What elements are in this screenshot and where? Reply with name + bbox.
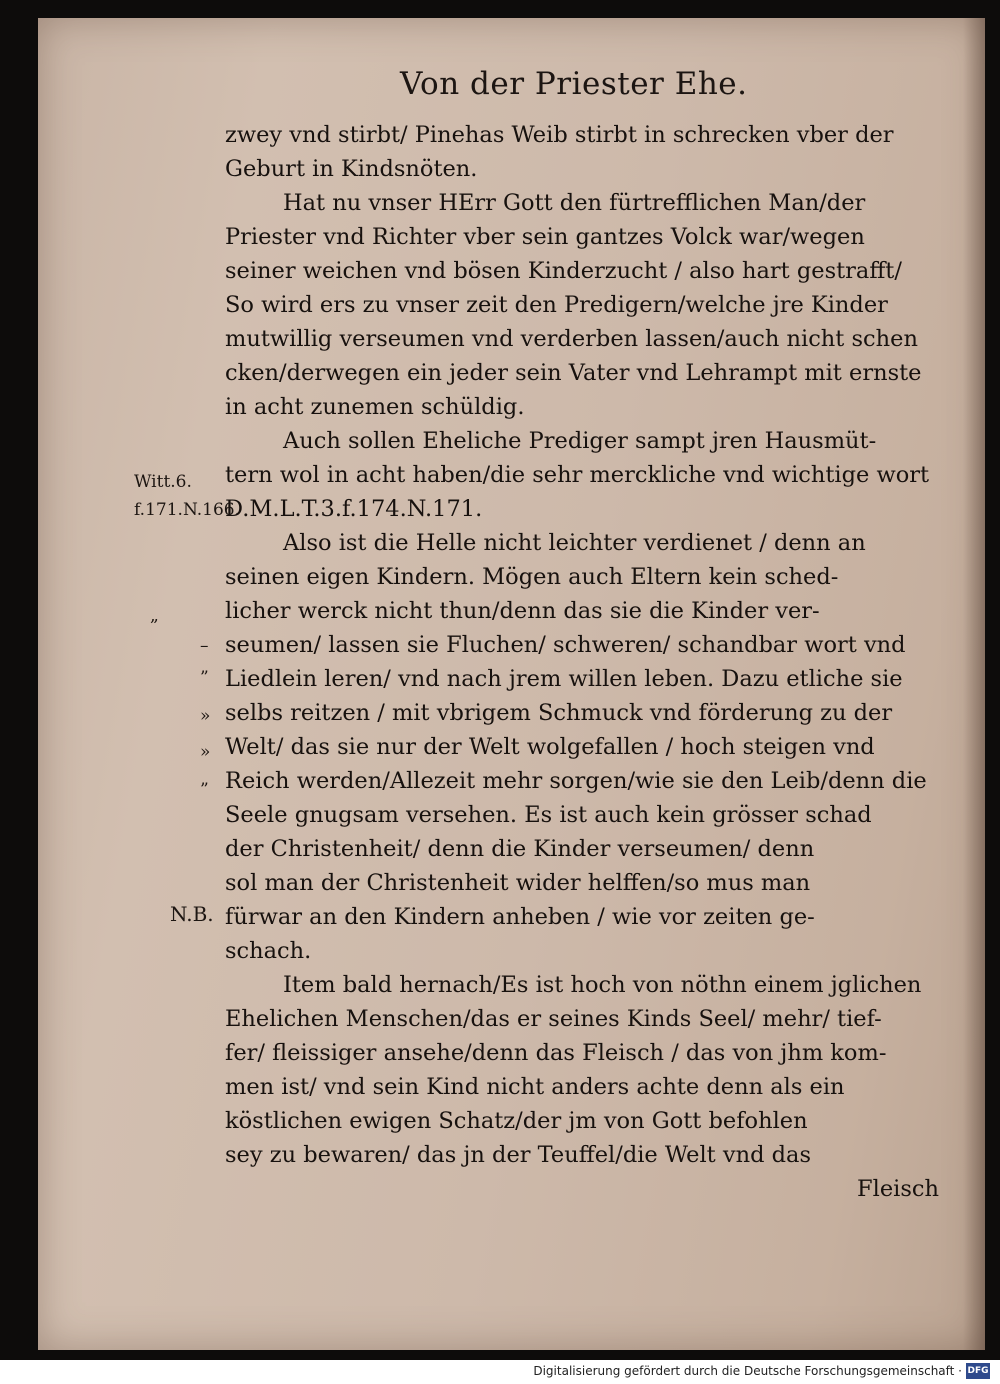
funding-credit: Digitalisierung gefördert durch die Deutsche Forschungsgemeinschaft · xyxy=(533,1364,962,1378)
text-line: D.M.L.T.3.f.174.N.171. xyxy=(225,496,483,522)
text-line: sey zu bewaren/ das jn der Teuffel/die Welt vnd das xyxy=(225,1142,811,1168)
text-line: selbs reitzen / mit vbrigem Schmuck vnd förderung zu der xyxy=(225,700,893,726)
dfg-logo: DFG xyxy=(966,1363,990,1379)
text-line: seinen eigen Kindern. Mögen auch Eltern kein sched- xyxy=(225,564,839,590)
quotation-mark: – xyxy=(200,636,209,656)
text-line: Also ist die Helle nicht leichter verdienet / denn an xyxy=(283,530,866,556)
margin-note-reference: Witt.6. xyxy=(134,472,192,492)
text-line: Auch sollen Eheliche Prediger sampt jren Hausmüt- xyxy=(283,428,877,454)
text-line: köstlichen ewigen Schatz/der jm von Gott befohlen xyxy=(225,1108,808,1134)
text-line: in acht zunemen schüldig. xyxy=(225,394,525,420)
text-line: Welt/ das sie nur der Welt wolgefallen / hoch steigen vnd xyxy=(225,734,875,760)
margin-note-reference: f.171.N.166. xyxy=(134,500,240,520)
text-line: fürwar an den Kindern anheben / wie vor zeiten ge- xyxy=(225,904,815,930)
text-line: cken/derwegen ein jeder sein Vater vnd Lehrampt mit ernste xyxy=(225,360,922,386)
text-line: seiner weichen vnd bösen Kinderzucht / also hart gestrafft/ xyxy=(225,258,902,284)
text-line: schach. xyxy=(225,938,312,964)
text-line: Ehelichen Menschen/das er seines Kinds Seel/ mehr/ tief- xyxy=(225,1006,882,1032)
text-block xyxy=(225,118,947,1206)
text-line: der Christenheit/ denn die Kinder verseumen/ denn xyxy=(225,836,815,862)
text-line: fer/ fleissiger ansehe/denn das Fleisch / das von jhm kom- xyxy=(225,1040,887,1066)
quotation-mark: „ xyxy=(150,606,159,626)
text-line: licher werck nicht thun/denn das sie die Kinder ver- xyxy=(225,598,820,624)
quotation-mark: ” xyxy=(200,668,209,688)
text-line: Seele gnugsam versehen. Es ist auch kein grösser schad xyxy=(225,802,872,828)
text-line: zwey vnd stirbt/ Pinehas Weib stirbt in schrecken vber der xyxy=(225,122,894,148)
margin-note-nota-bene: N.B. xyxy=(170,902,214,926)
text-line: mutwillig verseumen vnd verderben lassen/auch nicht schen xyxy=(225,326,918,352)
text-line: Item bald hernach/Es ist hoch von nöthn einem jglichen xyxy=(283,972,922,998)
running-head: Von der Priester Ehe. xyxy=(400,66,748,102)
text-line: sol man der Christenheit wider helffen/so mus man xyxy=(225,870,811,896)
text-line: Liedlein leren/ vnd nach jrem willen leben. Dazu etliche sie xyxy=(225,666,903,692)
text-line: seumen/ lassen sie Fluchen/ schweren/ schandbar wort vnd xyxy=(225,632,906,658)
quotation-mark: » xyxy=(200,742,211,762)
text-line: Priester vnd Richter vber sein gantzes Volck war/wegen xyxy=(225,224,865,250)
catchword: Fleisch xyxy=(857,1176,939,1202)
text-line: men ist/ vnd sein Kind nicht anders achte denn als ein xyxy=(225,1074,845,1100)
text-line: tern wol in acht haben/die sehr merckliche vnd wichtige wort xyxy=(225,462,930,488)
quotation-mark: ” xyxy=(200,780,209,800)
text-line: Reich werden/Allezeit mehr sorgen/wie sie den Leib/denn die xyxy=(225,768,927,794)
text-line: Geburt in Kindsnöten. xyxy=(225,156,478,182)
text-line: So wird ers zu vnser zeit den Predigern/welche jre Kinder xyxy=(225,292,888,318)
quotation-mark: » xyxy=(200,706,211,726)
page-edge-shadow xyxy=(963,18,985,1350)
footer-bar xyxy=(0,1360,1000,1384)
text-line: Hat nu vnser HErr Gott den fürtrefflichen Man/der xyxy=(283,190,866,216)
